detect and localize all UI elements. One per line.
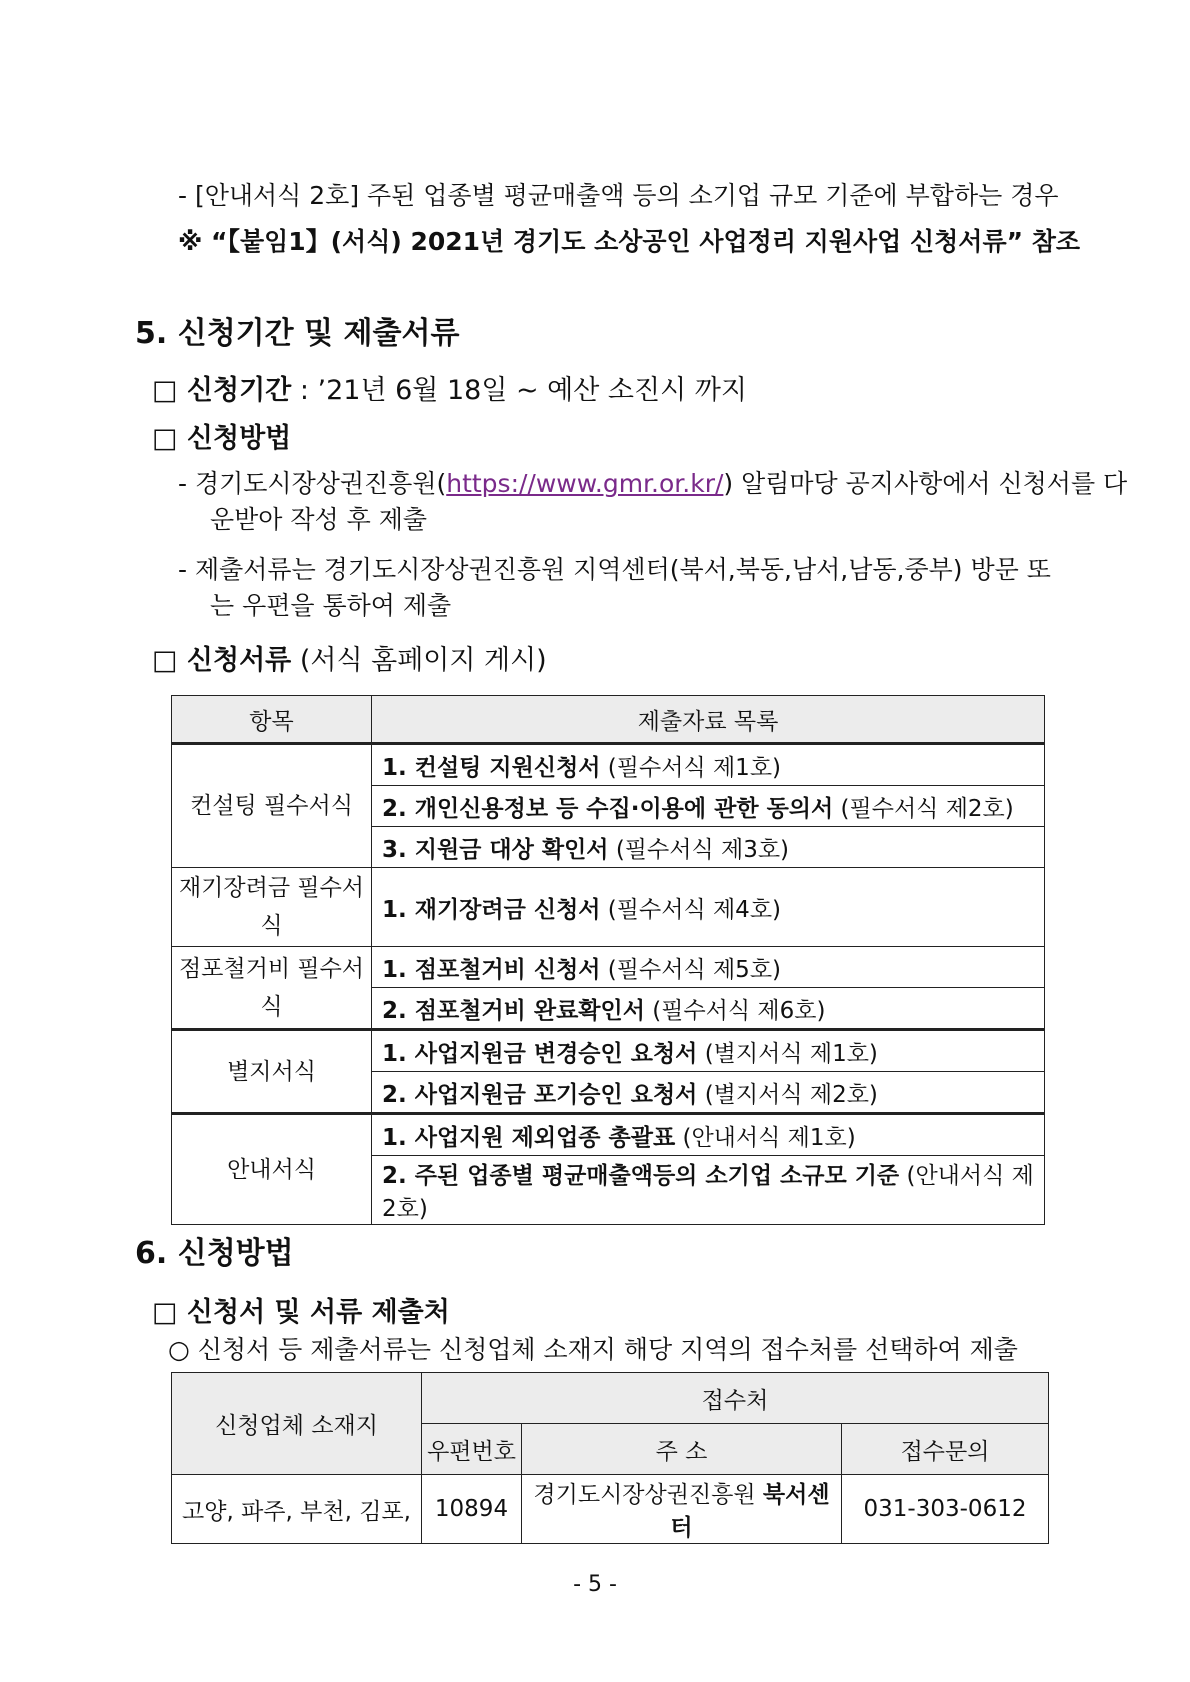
location-cell: 고양, 파주, 부천, 김포, [172, 1475, 422, 1544]
header-item: 항목 [172, 696, 372, 744]
submission-instruction: ○ 신청서 등 제출서류는 신청업체 소재지 해당 지역의 접수처를 선택하여 제출 [168, 1335, 1018, 1364]
item-cell: 1. 점포철거비 신청서 (필수서식 제5호) [372, 947, 1045, 988]
submission-place-label [152, 1290, 450, 1329]
table-row [172, 947, 1045, 988]
item-cell: 3. 지원금 대상 확인서 (필수서식 제3호) [372, 827, 1045, 868]
category-cell: 별지서식 [172, 1030, 372, 1114]
submission-place-text: □ 신청서 및 서류 제출처 [152, 1297, 450, 1328]
table-row [172, 1114, 1045, 1156]
page-number: - 5 - [573, 1572, 617, 1597]
application-documents [152, 638, 547, 677]
application-method-label [152, 416, 291, 455]
header-list: 제출자료 목록 [372, 696, 1045, 744]
item-cell: 2. 사업지원금 포기승인 요청서 (별지서식 제2호) [372, 1072, 1045, 1114]
item-cell: 2. 점포철거비 완료확인서 (필수서식 제6호) [372, 988, 1045, 1030]
category-cell: 컨설팅 필수서식 [172, 744, 372, 868]
header-address: 주 소 [522, 1424, 842, 1475]
table-row [172, 744, 1045, 786]
header-location: 신청업체 소재지 [172, 1373, 422, 1475]
address-cell: 경기도시장상권진흥원 북서센터 [522, 1475, 842, 1544]
method-label: □ 신청방법 [152, 423, 292, 454]
item-cell: 1. 사업지원 제외업종 총괄표 (안내서식 제1호) [372, 1114, 1045, 1156]
table-row [172, 868, 1045, 947]
submission-office-table [171, 1372, 1049, 1544]
method-item-1 [178, 464, 1127, 500]
method-item-1-cont: 운받아 작성 후 제출 [210, 505, 428, 534]
period-value: : ’21년 6월 18일 ~ 예산 소진시 까지 [291, 375, 747, 406]
method-item-2: - 제출서류는 경기도시장상권진흥원 지역센터(북서,북동,남서,남동,중부) 방문 또 [178, 555, 1051, 584]
item-cell: 1. 컨설팅 지원신청서 (필수서식 제1호) [372, 744, 1045, 786]
documents-table [171, 695, 1045, 1225]
reference-note: ※ “【붙임1】(서식) 2021년 경기도 소상공인 사업정리 지원사업 신청서류” 참조 [178, 227, 1081, 256]
header-zip: 우편번호 [422, 1424, 522, 1475]
item-cell: 2. 주된 업종별 평균매출액등의 소기업 소규모 기준 (안내서식 제2호) [372, 1156, 1045, 1225]
category-cell: 안내서식 [172, 1114, 372, 1225]
item-cell: 2. 개인신용정보 등 수집·이용에 관한 동의서 (필수서식 제2호) [372, 786, 1045, 827]
section-6-heading: 6. 신청방법 [135, 1236, 294, 1271]
category-cell: 점포철거비 필수서식 [172, 947, 372, 1030]
period-label: □ 신청기간 [152, 375, 292, 406]
header-office: 접수처 [422, 1373, 1049, 1424]
table-row [172, 1475, 1049, 1544]
docs-note: (서식 홈페이지 게시) [291, 645, 547, 676]
table-row [172, 1030, 1045, 1072]
gmr-website-link[interactable]: https://www.gmr.or.kr/ [446, 469, 724, 498]
item-cell: 1. 사업지원금 변경승인 요청서 (별지서식 제1호) [372, 1030, 1045, 1072]
item-cell: 1. 재기장려금 신청서 (필수서식 제4호) [372, 868, 1045, 947]
docs-label: □ 신청서류 [152, 645, 292, 676]
contact-cell: 031-303-0612 [842, 1475, 1049, 1544]
method-item-1-post: ) 알림마당 공지사항에서 신청서를 다 [723, 469, 1128, 498]
guide-form-2-line: - [안내서식 2호] 주된 업종별 평균매출액 등의 소기업 규모 기준에 부합하는 경우 [178, 181, 1059, 210]
method-item-2-cont: 는 우편을 통하여 제출 [210, 591, 452, 620]
application-period [152, 368, 747, 407]
method-item-1-pre: - 경기도시장상권진흥원( [178, 469, 447, 498]
header-contact: 접수문의 [842, 1424, 1049, 1475]
section-5-heading: 5. 신청기간 및 제출서류 [135, 316, 460, 351]
category-cell: 재기장려금 필수서식 [172, 868, 372, 947]
zip-cell: 10894 [422, 1475, 522, 1544]
